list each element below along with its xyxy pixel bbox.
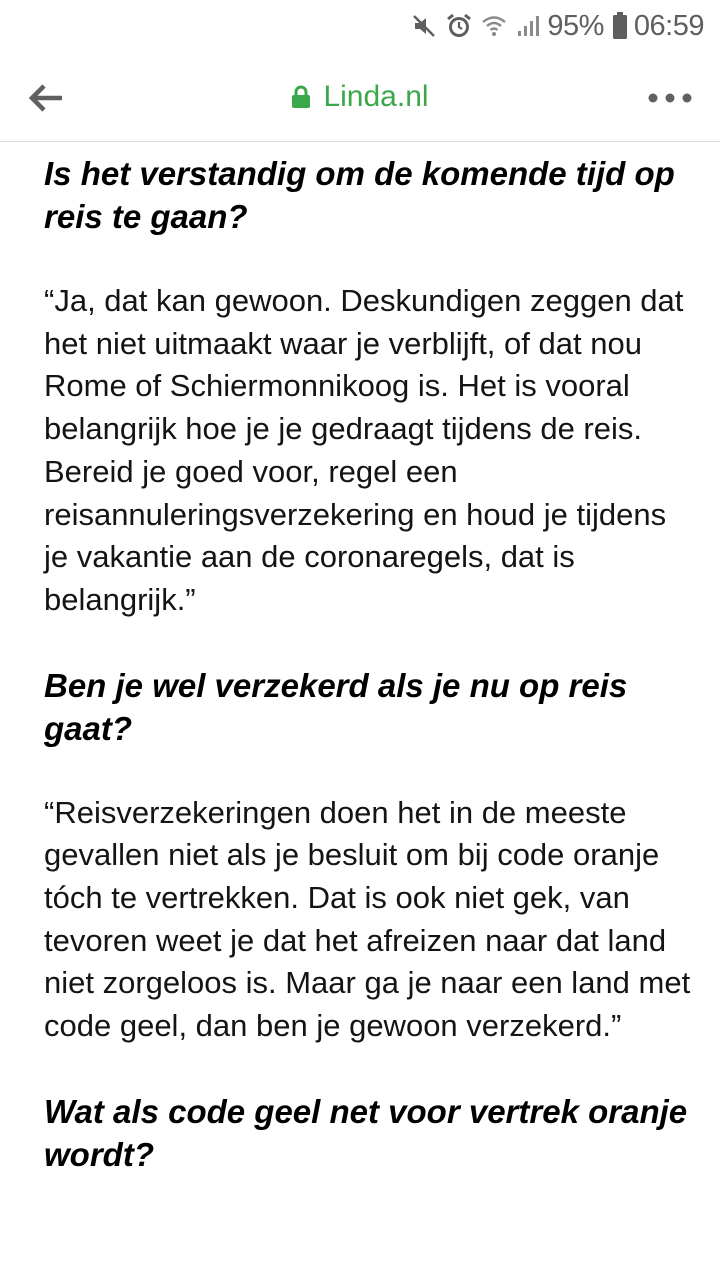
battery-percentage: 95% — [547, 9, 604, 42]
lock-icon — [291, 85, 311, 109]
answer-paragraph-1: “Ja, dat kan gewoon. Deskundigen zeggen dat het niet uitmaakt waar je verblijft, of dat nou Rome of Schiermonnikoog is. Het is vooral belangrijk hoe je je gedraagt tijdens de reis. Bereid je goed voor, regel een reisannuleringsverzekering en houd je tijdens je vakantie aan de coronaregels, dat is belangrijk.” — [44, 283, 684, 617]
mute-icon — [411, 13, 437, 39]
back-arrow-icon[interactable] — [28, 83, 64, 113]
url-text[interactable]: Linda.nl — [323, 80, 429, 113]
article-body — [44, 152, 694, 1176]
question-heading-2: Ben je wel verzekerd als je nu op reis gaat? — [44, 666, 628, 747]
question-heading-3: Wat als code geel net voor vertrek oranje wordt? — [44, 1092, 688, 1173]
back-button[interactable] — [22, 74, 70, 122]
answer-paragraph-2: “Reisverzekeringen doen het in de meeste gevallen niet als je besluit om bij code oranje tóch te vertrekken. Dat is ook niet gek, van tevoren weet je dat het afreizen naar dat land niet zorgeloos is. Maar ga je naar een land met code geel, dan ben je gewoon verzekerd.” — [44, 794, 691, 1044]
alarm-icon — [445, 12, 473, 40]
more-options-button[interactable] — [642, 74, 698, 122]
more-dots-icon[interactable] — [648, 93, 692, 103]
question-heading-1: Is het verstandig om de komende tijd op reis te gaan? — [44, 155, 675, 235]
wifi-icon — [481, 13, 507, 39]
signal-icon — [515, 13, 541, 39]
battery-icon — [612, 12, 628, 40]
browser-toolbar — [0, 52, 720, 142]
address-bar[interactable] — [291, 80, 428, 114]
status-bar — [0, 0, 720, 52]
clock: 06:59 — [633, 9, 704, 42]
